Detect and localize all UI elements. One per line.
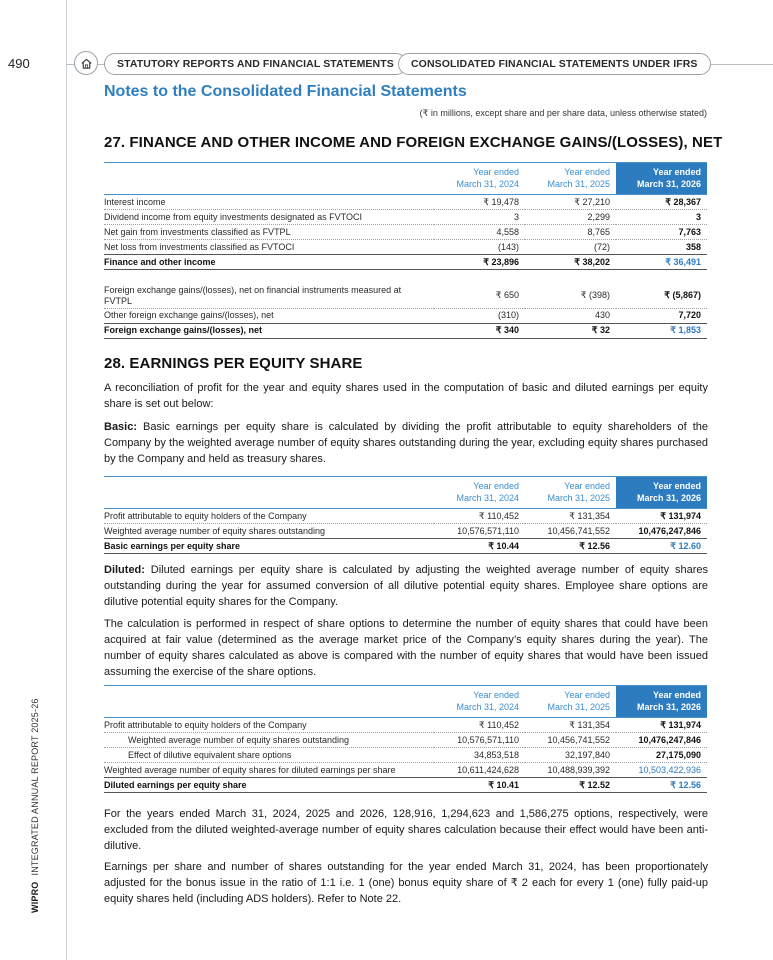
header-fy2025: Year ended March 31, 2025 [525,163,616,195]
anti-dilutive-paragraph: For the years ended March 31, 2024, 2025 and 2026, 128,916, 1,294,623 and 1,586,275 options, respectively, were excluded from the diluted weighted-average number of equity shares calculation because their effect would have been anti-dilutive. [104,808,708,852]
spacer-row [104,270,707,284]
total-row-fx-gains: Foreign exchange gains/(losses), net ₹ 340 ₹ 32 ₹ 1,853 [104,323,707,338]
header-blank [104,163,434,195]
total-row-finance-income: Finance and other income ₹ 23,896 ₹ 38,202 ₹ 36,491 [104,255,707,270]
table-row: Weighted average number of equity shares outstanding 10,576,571,110 10,456,741,552 10,476,247,846 [104,524,707,539]
header-fy2025: Year ended March 31, 2025 [525,686,616,718]
table-row: Effect of dilutive equivalent share options 34,853,518 32,197,840 27,175,090 [104,748,707,763]
diluted-eps-paragraph: Diluted: Diluted earnings per equity share is calculated by adjusting the weighted average number of equity shares outstanding during the year for assumed conversion of all dilutive potential equity shares. Employee share options are dilutive potential equity shares for the Company. [104,564,708,608]
left-margin-rule [66,0,67,960]
table-row: Weighted average number of equity shares outstanding 10,576,571,110 10,456,741,552 10,476,247,846 [104,733,707,748]
nav-tab-statutory-reports[interactable]: STATUTORY REPORTS AND FINANCIAL STATEMENTS [104,53,407,75]
notes-title: Notes to the Consolidated Financial Statements [104,83,467,100]
brand-name: WIPRO [30,881,40,913]
units-note: (₹ in millions, except share and per share data, unless otherwise stated) [419,108,707,118]
page-number: 490 [8,56,30,71]
calculation-paragraph: The calculation is performed in respect of share options to determine the number of equity shares that could have been acquired at fair value (determined as the average market price of the Company’s equity shares during the year). The number of equity shares calculated as above is compared with the number of equity shares that would have been issued assuming the exercise of the share options. [104,618,708,678]
header-blank [104,477,434,509]
table-row: Interest income ₹ 19,478 ₹ 27,210 ₹ 28,367 [104,195,707,210]
table-row: Net loss from investments classified as FVTOCI (143) (72) 358 [104,240,707,255]
eps-intro-paragraph: A reconciliation of profit for the year and equity shares used in the computation of basic and diluted earnings per equity share is set out below: [104,382,708,410]
total-row-basic-eps: Basic earnings per equity share ₹ 10.44 ₹ 12.56 ₹ 12.60 [104,539,707,554]
header-fy2024: Year ended March 31, 2024 [434,477,525,509]
header-fy2024: Year ended March 31, 2024 [434,686,525,718]
total-row-diluted-eps: Diluted earnings per equity share ₹ 10.41 ₹ 12.52 ₹ 12.56 [104,778,707,793]
header-fy2025: Year ended March 31, 2025 [525,477,616,509]
table-header-row [104,163,707,195]
home-button[interactable] [74,51,98,75]
table-row: Foreign exchange gains/(losses), net on financial instruments measured at FVTPL ₹ 650 ₹ (398) ₹ (5,867) [104,284,707,309]
table-row: Profit attributable to equity holders of the Company ₹ 110,452 ₹ 131,354 ₹ 131,974 [104,718,707,733]
nav-tab-consolidated-ifrs[interactable]: CONSOLIDATED FINANCIAL STATEMENTS UNDER IFRS [398,53,711,75]
table-row: Dividend income from equity investments designated as FVTOCI 3 2,299 3 [104,210,707,225]
header-fy2026: Year ended March 31, 2026 [616,477,707,509]
table-row: Profit attributable to equity holders of the Company ₹ 110,452 ₹ 131,354 ₹ 131,974 [104,509,707,524]
header-fy2026: Year ended March 31, 2026 [616,163,707,195]
basic-eps-paragraph: Basic: Basic earnings per equity share is calculated by dividing the profit attributable to equity shareholders of the Company by the weighted average number of equity shares outstanding during the year, excluding equity shares purchased by the Company and held as treasury shares. [104,421,708,465]
header-fy2026: Year ended March 31, 2026 [616,686,707,718]
diluted-eps-table [104,685,707,793]
header-fy2024: Year ended March 31, 2024 [434,163,525,195]
section-28-title: 28. EARNINGS PER EQUITY SHARE [104,355,363,372]
section-27-title: 27. FINANCE AND OTHER INCOME AND FOREIGN EXCHANGE GAINS/(LOSSES), NET [104,134,723,151]
report-name: INTEGRATED ANNUAL REPORT 2025-26 [30,698,40,876]
table-row: Weighted average number of equity shares for diluted earnings per share 10,611,424,628 10,488,939,392 10,503,422,936 [104,763,707,778]
finance-income-table [104,162,707,339]
report-sidebar-label [30,698,40,913]
header-blank [104,686,434,718]
table-header-row [104,477,707,509]
table-row: Other foreign exchange gains/(losses), net (310) 430 7,720 [104,308,707,323]
bonus-issue-paragraph: Earnings per share and number of shares outstanding for the year ended March 31, 2024, has been proportionately adjusted for the bonus issue in the ratio of 1:1 i.e. 1 (one) bonus equity share of ₹ 2 each for every 1 (one) fully paid-up equity shares held (including ADS holders). Refer to Note 22. [104,861,708,905]
table-header-row [104,686,707,718]
table-row: Net gain from investments classified as FVTPL 4,558 8,765 7,763 [104,225,707,240]
home-icon [80,57,93,70]
basic-eps-table [104,476,707,554]
